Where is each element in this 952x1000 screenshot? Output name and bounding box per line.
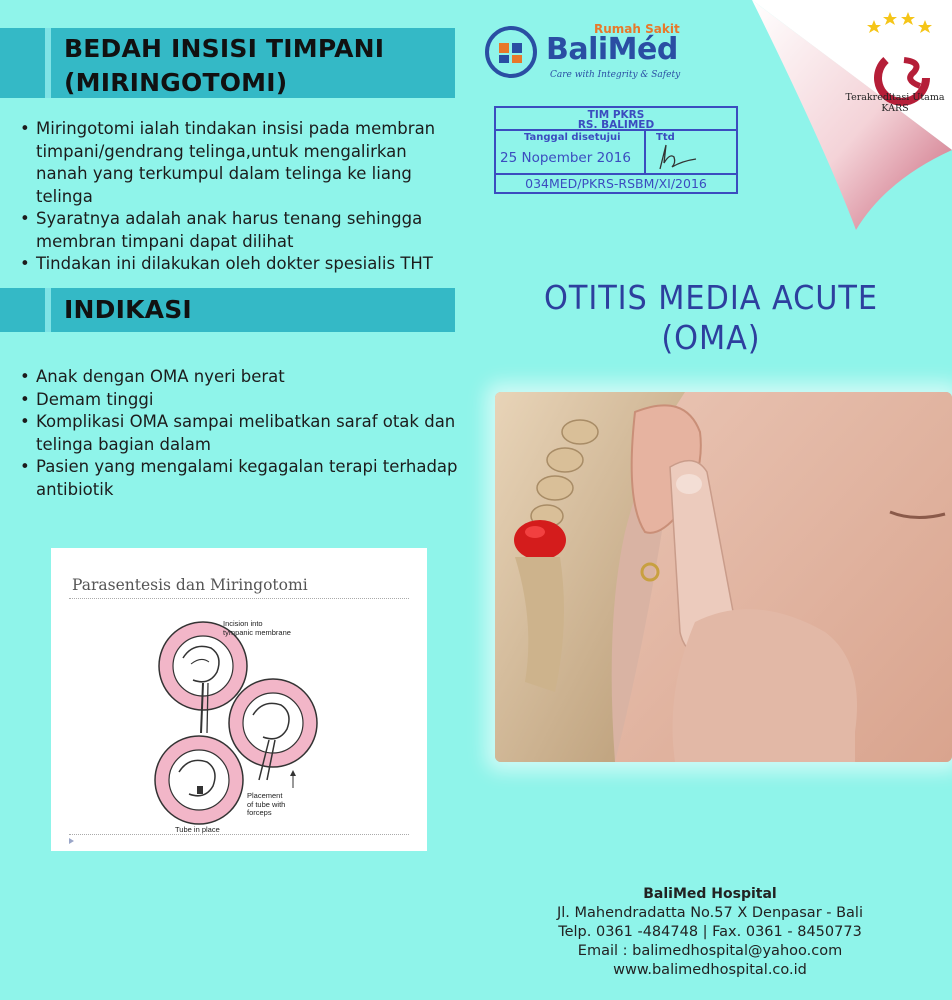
- page-title: [489, 278, 932, 358]
- miringotomi-list: [20, 118, 460, 276]
- hospital-name: BaliMed Hospital: [643, 886, 777, 902]
- stamp-line-2: RS. BALIMED: [577, 119, 655, 131]
- stamp-header: [496, 108, 736, 131]
- hospital-email[interactable]: Email : balimedhospital@yahoo.com: [577, 943, 843, 959]
- slide-bottom-divider: [69, 834, 409, 835]
- stamp-date-value: 25 Nopember 2016: [500, 150, 631, 166]
- page-title-line-1: OTITIS MEDIA ACUTE: [544, 278, 878, 317]
- slide-play-icon: [69, 838, 74, 844]
- indikasi-list: [20, 366, 460, 501]
- label-incision: [223, 620, 291, 637]
- myringotomy-slide: [51, 548, 427, 851]
- section-title-line-2: (MIRINGOTOMI): [64, 68, 288, 97]
- balimed-logo: [484, 22, 684, 82]
- list-item: • Syaratnya adalah anak harus tenang sehingga membran timpani dapat dilihat: [20, 208, 460, 253]
- stamp-reference: 034MED/PKRS-RSBM/XI/2016: [525, 176, 707, 191]
- myringotomy-diagram: [51, 548, 427, 851]
- stamp-line-1: TIM PKRS: [587, 109, 645, 121]
- header-tab: [0, 28, 45, 98]
- accreditation-line-2: KARS: [881, 103, 909, 114]
- section-title-miringotomi: [64, 32, 384, 100]
- child-ear-illustration: [495, 392, 952, 762]
- logo-name: BaliMéd: [546, 32, 678, 67]
- list-item: • Komplikasi OMA sampai melibatkan saraf otak dan telinga bagian dalam: [20, 411, 460, 456]
- child-earache-photo: [495, 392, 952, 762]
- accreditation-line-1: Terakreditasi Utama: [845, 92, 945, 103]
- hospital-phone: Telp. 0361 -484748 | Fax. 0361 - 8450773: [558, 924, 862, 940]
- hospital-address: Jl. Mahendradatta No.57 X Denpasar - Bali: [556, 905, 863, 921]
- list-item: • Demam tinggi: [20, 389, 460, 412]
- label-incision-line-1: Incision into: [223, 619, 263, 628]
- slide-title: Parasentesis dan Miringotomi: [72, 576, 308, 594]
- hospital-website[interactable]: www.balimedhospital.co.id: [613, 962, 807, 978]
- label-placement: [247, 792, 285, 818]
- header-divider: [45, 288, 51, 332]
- accreditation-text: [838, 92, 952, 114]
- list-item: • Pasien yang mengalami kegagalan terapi terhadap antibiotik: [20, 456, 460, 501]
- stamp-sign-label: Ttd: [656, 132, 675, 143]
- balimed-emblem-icon: [484, 26, 538, 78]
- header-divider: [45, 28, 51, 98]
- section-title-indikasi: INDIKASI: [64, 295, 192, 324]
- logo-subtitle: Rumah Sakit: [594, 22, 680, 36]
- section-header-miringotomi: [0, 28, 455, 98]
- list-item: • Anak dengan OMA nyeri berat: [20, 366, 460, 389]
- header-tab: [0, 288, 45, 332]
- list-item: • Miringotomi ialah tindakan insisi pada membran timpani/gendrang telinga,untuk mengalirkan nanah yang terkumpul dalam telinga ke liang telinga: [20, 118, 460, 208]
- signature-icon: [652, 141, 712, 173]
- section-header-indikasi: [0, 288, 455, 332]
- approval-stamp: [494, 106, 738, 194]
- stamp-date-label: Tanggal disetujui: [524, 132, 621, 143]
- label-tube-in-place: Tube in place: [175, 825, 220, 834]
- label-placement-line-2: of tube with: [247, 799, 286, 809]
- accreditation-corner: [736, 0, 952, 262]
- stamp-body: [496, 131, 736, 175]
- list-item: • Tindakan ini dilakukan oleh dokter spesialis THT: [20, 253, 460, 276]
- eardrum-tube-in-place-icon: [155, 736, 243, 824]
- page-title-line-2: (OMA): [661, 318, 761, 357]
- section-title-line-1: BEDAH INSISI TIMPANI: [64, 34, 385, 63]
- label-incision-line-2: tympanic membrane: [223, 627, 291, 637]
- label-placement-line-3: forceps: [247, 808, 272, 817]
- hospital-contact: [490, 884, 930, 980]
- label-placement-line-1: Placement: [247, 791, 283, 800]
- logo-tagline: Care with Integrity & Safety: [550, 70, 681, 80]
